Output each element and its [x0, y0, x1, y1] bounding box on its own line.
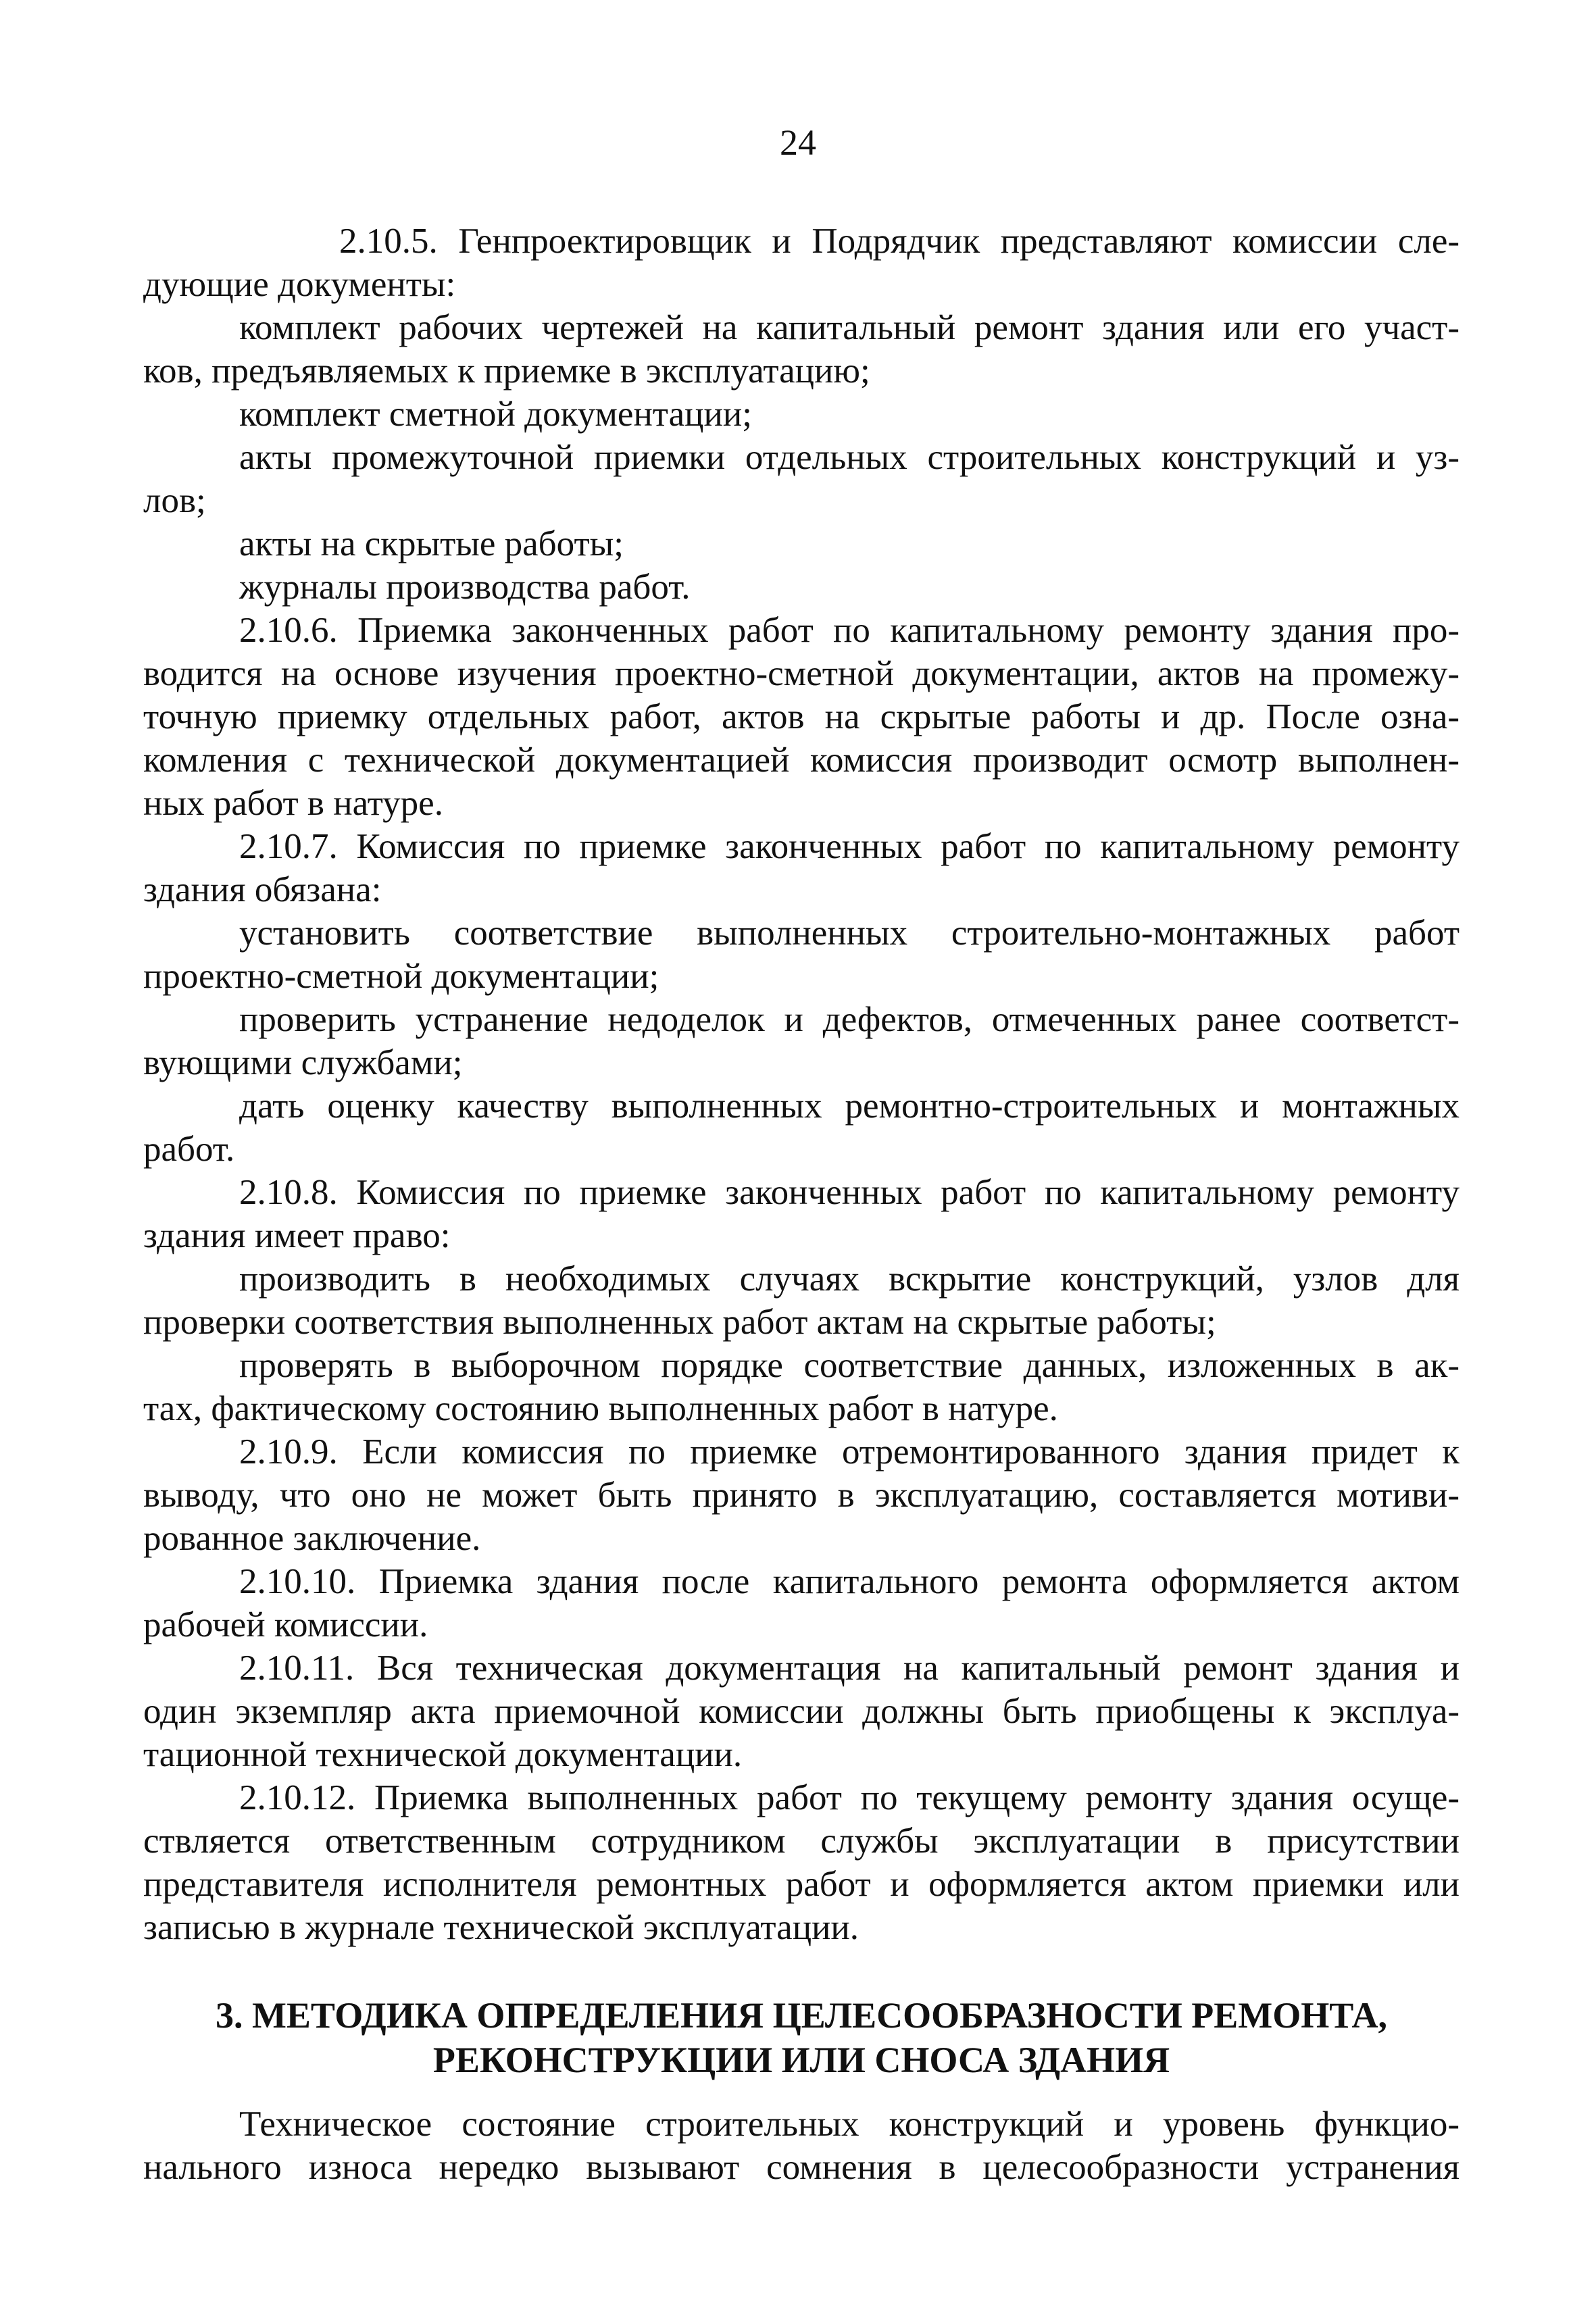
section-heading-line: 3. МЕТОДИКА ОПРЕДЕЛЕНИЯ ЦЕЛЕСООБРАЗНОСТИ РЕМОНТА, — [215, 1995, 1388, 2036]
paragraph-line: производить в необходимых случаях вскрытие конструкций, узлов для — [239, 1259, 1460, 1299]
paragraph-line: акты промежуточной приемки отдельных строительных конструкций и уз- — [239, 438, 1460, 477]
paragraph-line: представителя исполнителя ремонтных работ и оформляется актом приемки или — [143, 1865, 1460, 1904]
paragraph-line: ных работ в натуре. — [143, 784, 443, 823]
paragraph-line: нального износа нередко вызывают сомнения в целесообразности устранения — [143, 2148, 1460, 2187]
paragraph-line: 2.10.7. Комиссия по приемке законченных работ по капитальному ремонту — [239, 827, 1460, 866]
paragraph-line: проверки соответствия выполненных работ актам на скрытые работы; — [143, 1303, 1216, 1342]
paragraph-line: 2.10.11. Вся техническая документация на капитальный ремонт здания и — [239, 1649, 1460, 1688]
paragraph-line: здания обязана: — [143, 870, 382, 909]
paragraph-line: 2.10.5. Генпроектировщик и Подрядчик представляют комиссии сле- — [339, 222, 1460, 261]
paragraph-line: акты на скрытые работы; — [239, 524, 624, 563]
document-body — [143, 220, 1460, 1949]
paragraph-line: дующие документы: — [143, 265, 456, 304]
paragraph-line: точную приемку отдельных работ, актов на скрытые работы и др. После озна- — [143, 697, 1460, 736]
paragraph-line: вующими службами; — [143, 1043, 463, 1082]
section-heading — [143, 1993, 1460, 2082]
paragraph-line: водится на основе изучения проектно-сметной документации, актов на промежу- — [143, 654, 1460, 693]
paragraph-line: рованное заключение. — [143, 1519, 481, 1558]
paragraph-line: комплект рабочих чертежей на капитальный ремонт здания или его участ- — [239, 308, 1460, 347]
paragraph-line: проверить устранение недоделок и дефектов, отмеченных ранее соответст- — [239, 1000, 1460, 1039]
paragraph-line: тах, фактическому состоянию выполненных работ в натуре. — [143, 1389, 1058, 1428]
paragraph-line: работ. — [143, 1130, 235, 1169]
paragraph-line: здания имеет право: — [143, 1216, 451, 1255]
paragraph-line: Техническое состояние строительных конструкций и уровень функцио- — [239, 2105, 1460, 2144]
paragraph-line: записью в журнале технической эксплуатации. — [143, 1908, 859, 1947]
paragraph-line: тационной технической документации. — [143, 1735, 743, 1774]
paragraph-line: рабочей комиссии. — [143, 1605, 428, 1644]
paragraph-line: установить соответствие выполненных строительно-монтажных работ — [239, 913, 1460, 953]
section-intro-paragraph — [143, 2103, 1460, 2189]
paragraph-line: один экземпляр акта приемочной комиссии должны быть приобщены к эксплуа- — [143, 1692, 1460, 1731]
paragraph-line: 2.10.10. Приемка здания после капитального ремонта оформляется актом — [239, 1562, 1460, 1601]
paragraph-line: проектно-сметной документации; — [143, 957, 659, 996]
paragraph-line: 2.10.12. Приемка выполненных работ по текущему ремонту здания осуще- — [239, 1778, 1460, 1817]
page-number: 24 — [780, 122, 816, 163]
paragraph-line: комплект сметной документации; — [239, 395, 752, 434]
paragraph-line: 2.10.9. Если комиссия по приемке отремонтированного здания придет к — [239, 1432, 1460, 1472]
paragraph-line: 2.10.6. Приемка законченных работ по капитальному ремонту здания про- — [239, 611, 1460, 650]
paragraph-line: журналы производства работ. — [239, 568, 691, 607]
paragraph-line: 2.10.8. Комиссия по приемке законченных работ по капитальному ремонту — [239, 1173, 1460, 1212]
paragraph-line: комления с технической документацией комиссия производит осмотр выполнен- — [143, 740, 1460, 780]
paragraph-line: дать оценку качеству выполненных ремонтно-строительных и монтажных — [239, 1086, 1460, 1126]
paragraph-line: выводу, что оно не может быть принято в эксплуатацию, составляется мотиви- — [143, 1476, 1460, 1515]
paragraph-line: ков, предъявляемых к приемке в эксплуатацию; — [143, 351, 870, 391]
paragraph-line: ствляется ответственным сотрудником службы эксплуатации в присутствии — [143, 1821, 1460, 1861]
paragraph-line: проверять в выборочном порядке соответствие данных, изложенных в ак- — [239, 1346, 1460, 1385]
paragraph-line: лов; — [143, 481, 206, 520]
section-heading-line: РЕКОНСТРУКЦИИ ИЛИ СНОСА ЗДАНИЯ — [432, 2040, 1170, 2080]
